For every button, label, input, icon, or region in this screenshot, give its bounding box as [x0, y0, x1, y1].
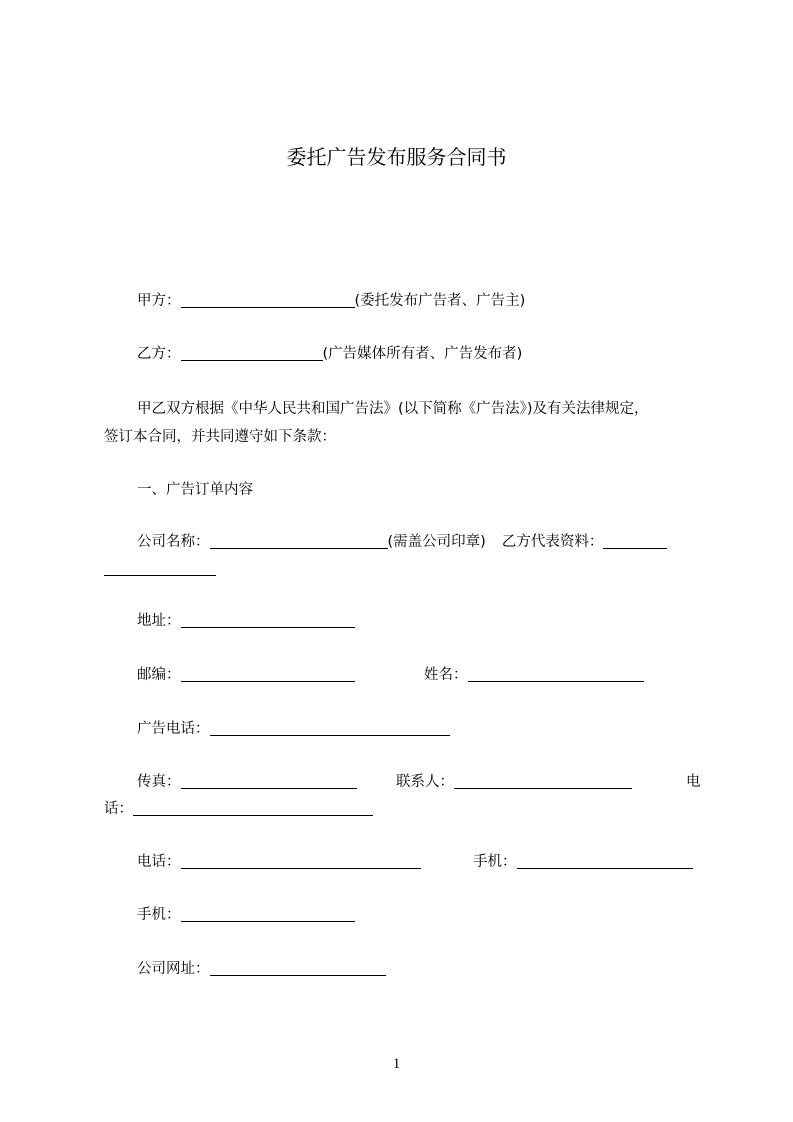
tel-blank[interactable]: [133, 801, 373, 816]
party-b-line: [137, 345, 522, 363]
phone-blank[interactable]: [181, 854, 421, 869]
fax-line: [137, 773, 357, 791]
name-line: [424, 666, 644, 684]
tel-line: [104, 800, 373, 818]
name-label: 姓名：: [424, 667, 468, 683]
party-b-label: 乙方：: [137, 346, 181, 362]
tel-label-part-2: 话：: [104, 801, 133, 817]
website-blank[interactable]: [210, 961, 386, 976]
postcode-line: [137, 666, 355, 684]
company-name-line: [137, 533, 667, 551]
postcode-label: 邮编：: [137, 667, 181, 683]
mobile-label: 手机：: [137, 907, 181, 923]
preamble-line-1: 甲乙双方根据《中华人民共和国广告法》(以下简称《广告法》)及有关法律规定，: [137, 401, 649, 417]
rep-info-blank[interactable]: [603, 534, 667, 549]
company-name-label: 公司名称：: [137, 534, 210, 550]
section-1-heading: 一、广告订单内容: [137, 482, 253, 498]
contact-label: 联系人：: [396, 774, 454, 790]
mobile-blank[interactable]: [181, 907, 355, 922]
mobile-right-label: 手机：: [473, 854, 517, 870]
party-a-label: 甲方：: [137, 293, 181, 309]
address-blank[interactable]: [181, 613, 355, 628]
fax-label: 传真：: [137, 774, 181, 790]
mobile-right-line: [473, 853, 693, 871]
preamble-line-2: 签订本合同，并共同遵守如下条款：: [104, 429, 336, 445]
company-name-blank[interactable]: [210, 534, 388, 549]
tel-label-part-1: 电: [686, 774, 701, 790]
ad-phone-label: 广告电话：: [137, 721, 210, 737]
fax-blank[interactable]: [181, 774, 357, 789]
address-label: 地址：: [137, 613, 181, 629]
party-a-note: (委托发布广告者、广告主): [354, 293, 526, 309]
rep-info-label: 乙方代表资料：: [501, 534, 604, 550]
contact-blank[interactable]: [454, 774, 632, 789]
page-number: 1: [392, 1056, 401, 1072]
company-name-note: (需盖公司印章): [387, 534, 486, 550]
website-line: [137, 960, 386, 978]
phone-line: [137, 853, 421, 871]
name-blank[interactable]: [468, 667, 644, 682]
mobile-line: [137, 906, 355, 924]
postcode-blank[interactable]: [181, 667, 355, 682]
party-b-blank[interactable]: [181, 346, 323, 361]
rep-info-blank-2[interactable]: [104, 561, 216, 576]
contact-line: [396, 773, 632, 791]
rep-info-continuation: [104, 560, 216, 578]
party-a-line: [137, 292, 525, 310]
address-line: [137, 612, 355, 630]
mobile-right-blank[interactable]: [517, 854, 693, 869]
ad-phone-blank[interactable]: [210, 721, 450, 736]
ad-phone-line: [137, 720, 450, 738]
party-a-blank[interactable]: [181, 293, 355, 308]
phone-label: 电话：: [137, 854, 181, 870]
party-b-note: (广告媒体所有者、广告发布者): [322, 346, 523, 362]
document-title: 委托广告发布服务合同书: [286, 145, 507, 169]
website-label: 公司网址：: [137, 961, 210, 977]
